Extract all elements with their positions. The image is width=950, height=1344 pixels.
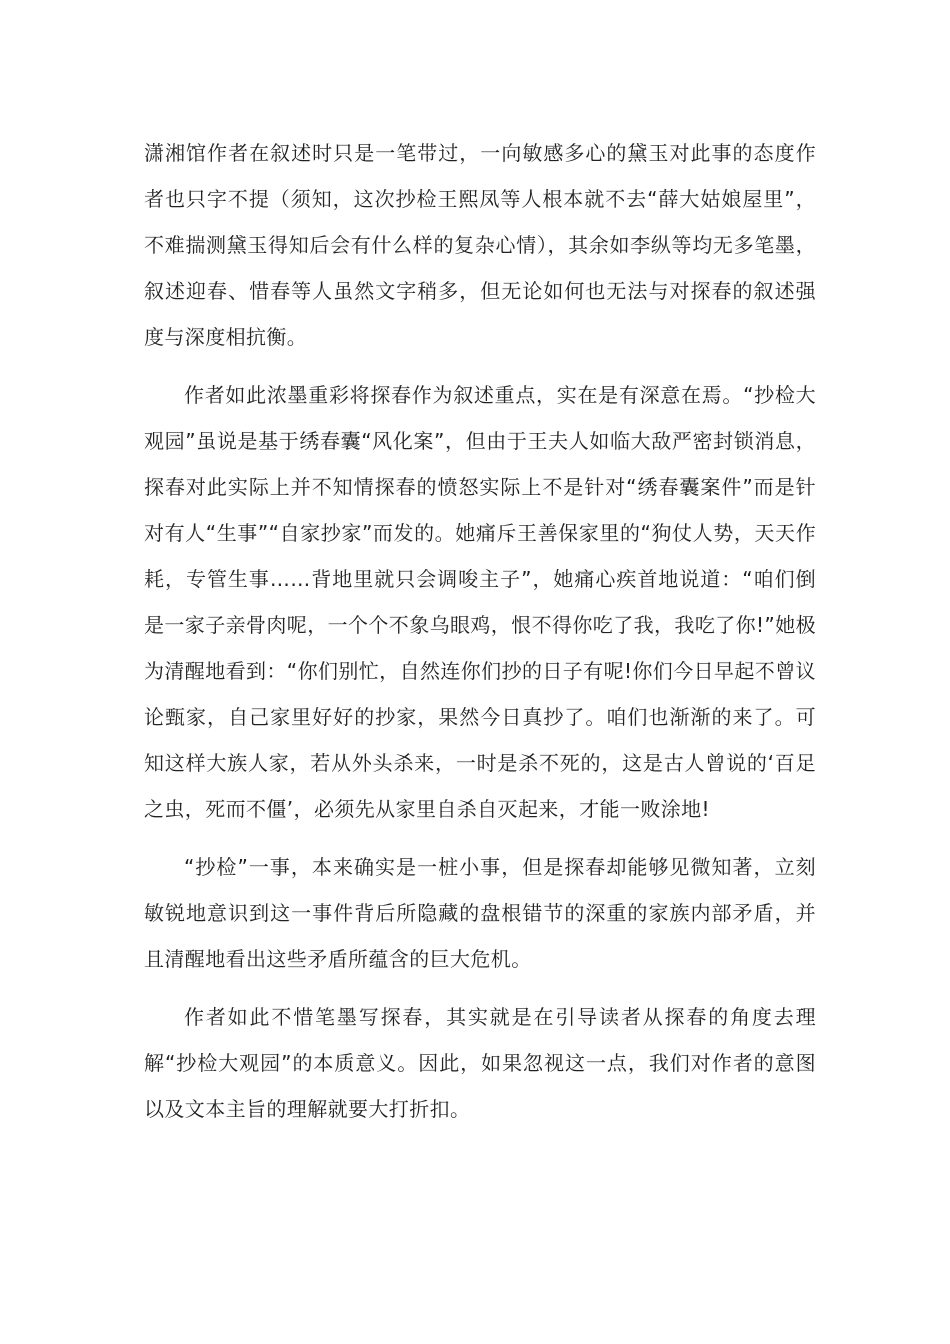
paragraph-3: “抄检”一事，本来确实是一桩小事，但是探春却能够见微知著，立刻敏锐地意识到这一事件背后所隐藏的盘根错节的深重的家族内部矛盾，并且清醒地看出这些矛盾所蕴含的巨大危机。 <box>144 855 816 971</box>
document-body <box>144 130 816 1144</box>
paragraph-4: 作者如此不惜笔墨写探春，其实就是在引导读者从探春的角度去理解“抄检大观园”的本质意义。因此，如果忽视这一点，我们对作者的意图以及文本主旨的理解就要大打折扣。 <box>144 1005 816 1121</box>
paragraph-2: 作者如此浓墨重彩将探春作为叙述重点，实在是有深意在焉。“抄检大观园”虽说是基于绣春囊“风化案”，但由于王夫人如临大敌严密封锁消息，探春对此实际上并不知情探春的愤怒实际上不是针对“绣春囊案件”而是针对有人“生事”“自家抄家”而发的。她痛斥王善保家里的“狗仗人势，天天作耗，专管生事……背地里就只会调唆主子”，她痛心疾首地说道：“咱们倒是一家子亲骨肉呢，一个个不象乌眼鸡，恨不得你吃了我，我吃了你!”她极为清醒地看到：“你们别忙，自然连你们抄的日子有呢!你们今日早起不曾议论甄家，自己家里好好的抄家，果然今日真抄了。咱们也渐渐的来了。可知这样大族人家，若从外头杀来，一时是杀不死的，这是古人曾说的‘百足之虫，死而不僵’，必须先从家里自杀自灭起来，才能一败涂地! <box>144 383 816 821</box>
paragraph-1: 潇湘馆作者在叙述时只是一笔带过，一向敏感多心的黛玉对此事的态度作者也只字不提（须知，这次抄检王熙凤等人根本就不去“薛大姑娘屋里”，不难揣测黛玉得知后会有什么样的复杂心情），其余如李纵等均无多笔墨，叙述迎春、惜春等人虽然文字稍多，但无论如何也无法与对探春的叙述强度与深度相抗衡。 <box>144 141 816 349</box>
